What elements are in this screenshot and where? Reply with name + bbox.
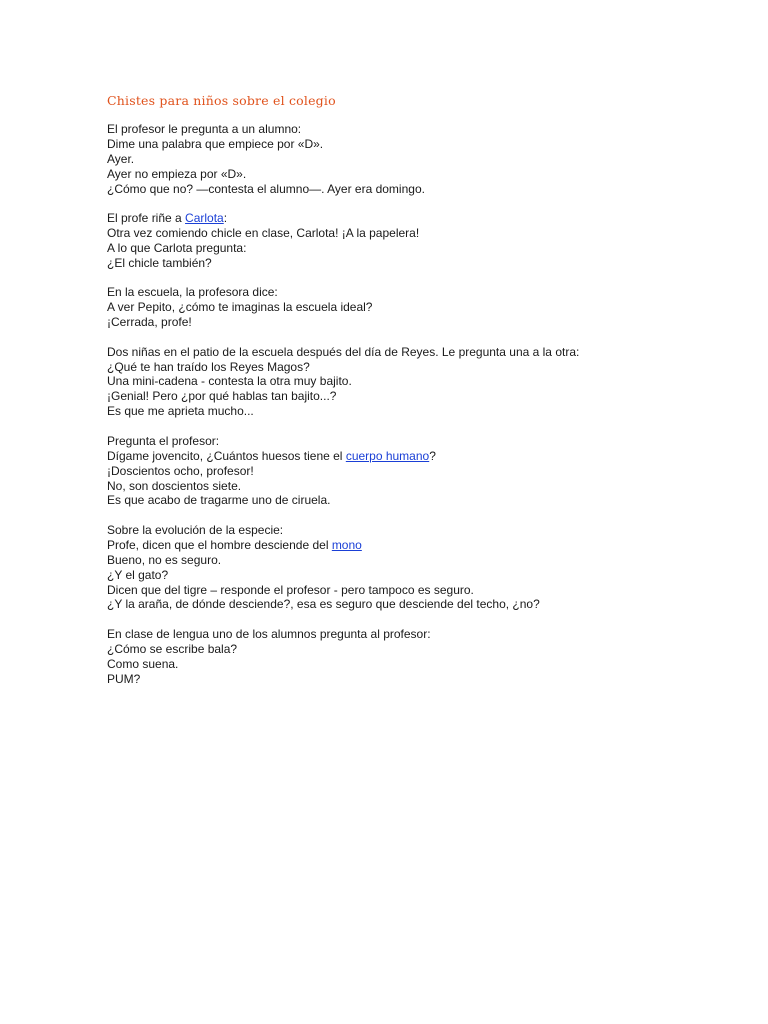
joke-line: ¡Genial! Pero ¿por qué hablas tan bajito...? xyxy=(107,389,337,404)
joke-line: ¿Qué te han traído los Reyes Magos? xyxy=(107,359,310,374)
line-text-after: : xyxy=(223,211,228,226)
joke-line: Pregunta el profesor: xyxy=(107,433,220,448)
joke-line: ¿Y la araña, de dónde desciende?, esa es seguro que desciende del techo, ¿no? xyxy=(107,597,540,612)
joke-line: Es que me aprieta mucho... xyxy=(107,404,254,419)
jokes-list xyxy=(107,122,727,687)
joke-paragraph xyxy=(107,285,727,330)
joke-line: ¿Y el gato? xyxy=(107,567,169,582)
joke-line: Dime una palabra que empiece por «D». xyxy=(107,136,324,151)
joke-line xyxy=(107,538,727,553)
joke-line: En clase de lengua uno de los alumnos pregunta al profesor: xyxy=(107,626,431,641)
joke-paragraph xyxy=(107,523,727,612)
line-text-before: El profe riñe a xyxy=(107,211,186,226)
joke-line xyxy=(107,449,727,464)
line-text-before: Profe, dicen que el hombre desciende del xyxy=(107,537,332,552)
joke-line: A lo que Carlota pregunta: xyxy=(107,240,247,255)
joke-line: Ayer no empieza por «D». xyxy=(107,166,247,181)
joke-line: Bueno, no es seguro. xyxy=(107,552,222,567)
joke-line: Dos niñas en el patio de la escuela después del día de Reyes. Le pregunta una a la otra: xyxy=(107,344,580,359)
joke-paragraph xyxy=(107,345,727,420)
joke-line: Sobre la evolución de la especie: xyxy=(107,522,284,537)
joke-paragraph xyxy=(107,434,727,509)
joke-paragraph xyxy=(107,211,727,271)
joke-line: ¿Cómo que no? —contesta el alumno—. Ayer era domingo. xyxy=(107,181,425,196)
joke-line: Ayer. xyxy=(107,151,135,166)
joke-line: A ver Pepito, ¿cómo te imaginas la escuela ideal? xyxy=(107,300,373,315)
joke-line: PUM? xyxy=(107,671,141,686)
joke-line: ¡Doscientos ocho, profesor! xyxy=(107,463,254,478)
hyperlink[interactable]: mono xyxy=(331,537,362,552)
joke-line: Como suena. xyxy=(107,656,179,671)
joke-line xyxy=(107,211,727,226)
joke-line: ¡Cerrada, profe! xyxy=(107,315,192,330)
joke-line: Una mini-cadena - contesta la otra muy bajito. xyxy=(107,374,352,389)
joke-line: No, son doscientos siete. xyxy=(107,478,242,493)
joke-line: Dicen que del tigre – responde el profesor - pero tampoco es seguro. xyxy=(107,582,474,597)
joke-paragraph xyxy=(107,627,727,687)
line-text-before: Dígame jovencito, ¿Cuántos huesos tiene el xyxy=(107,448,346,463)
joke-line: Otra vez comiendo chicle en clase, Carlota! ¡A la papelera! xyxy=(107,226,420,241)
joke-line: Es que acabo de tragarme uno de ciruela. xyxy=(107,493,331,508)
joke-line: ¿El chicle también? xyxy=(107,255,212,270)
hyperlink[interactable]: Carlota xyxy=(185,211,224,226)
joke-line: ¿Cómo se escribe bala? xyxy=(107,641,238,656)
document-page xyxy=(107,92,727,701)
page-title: Chistes para niños sobre el colegio xyxy=(107,93,336,108)
joke-line: En la escuela, la profesora dice: xyxy=(107,285,278,300)
joke-line: El profesor le pregunta a un alumno: xyxy=(107,122,302,136)
joke-paragraph xyxy=(107,122,727,197)
line-text-after: ? xyxy=(429,448,436,463)
hyperlink[interactable]: cuerpo humano xyxy=(345,448,430,463)
